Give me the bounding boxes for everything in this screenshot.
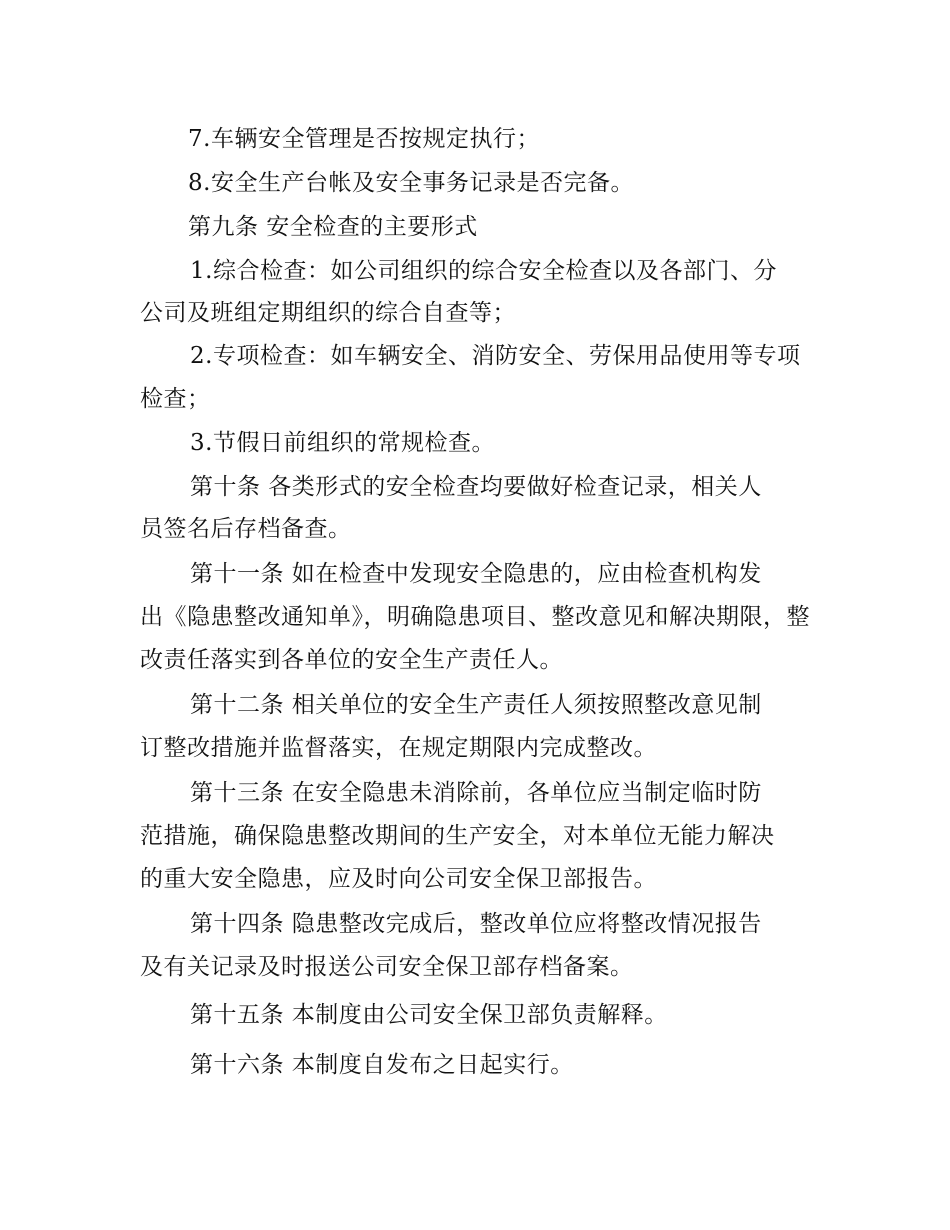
text-line: 订整改措施并监督落实，在规定期限内完成整改。 (140, 735, 657, 761)
article-10-line: 第十条 各类形式的安全检查均要做好检查记录，相关人 (190, 474, 762, 500)
text-line: 范措施，确保隐患整改期间的生产安全，对本单位无能力解决 (140, 823, 775, 849)
text-line: 员签名后存档备查。 (140, 516, 352, 542)
text-line: 及有关记录及时报送公司安全保卫部存档备案。 (140, 954, 634, 980)
text-line: 7.车辆安全管理是否按规定执行； (188, 126, 540, 152)
text-line: 1.综合检查：如公司组织的综合安全检查以及各部门、分 (190, 258, 777, 284)
article-13-line: 第十三条 在安全隐患未消除前，各单位应当制定临时防 (190, 780, 762, 806)
article-11-line: 第十一条 如在检查中发现安全隐患的，应由检查机构发 (190, 561, 762, 587)
article-16-line: 第十六条 本制度自发布之日起实行。 (190, 1052, 574, 1078)
section-heading-article-9: 第九条 安全检查的主要形式 (188, 214, 478, 240)
text-line: 8.安全生产台帐及安全事务记录是否完备。 (188, 170, 634, 196)
text-line: 公司及班组定期组织的综合自查等； (140, 300, 516, 326)
text-line: 的重大安全隐患，应及时向公司安全保卫部报告。 (140, 866, 657, 892)
text-line: 2.专项检查：如车辆安全、消防安全、劳保用品使用等专项 (190, 343, 801, 369)
article-14-line: 第十四条 隐患整改完成后，整改单位应将整改情况报告 (190, 911, 762, 937)
text-line: 3.节假日前组织的常规检查。 (190, 430, 495, 456)
text-line: 改责任落实到各单位的安全生产责任人。 (140, 647, 563, 673)
text-line: 出《隐患整改通知单》，明确隐患项目、整改意见和解决期限，整 (140, 604, 810, 630)
text-line: 检查； (140, 386, 211, 412)
article-15-line: 第十五条 本制度由公司安全保卫部负责解释。 (190, 1002, 668, 1028)
article-12-line: 第十二条 相关单位的安全生产责任人须按照整改意见制 (190, 692, 762, 718)
